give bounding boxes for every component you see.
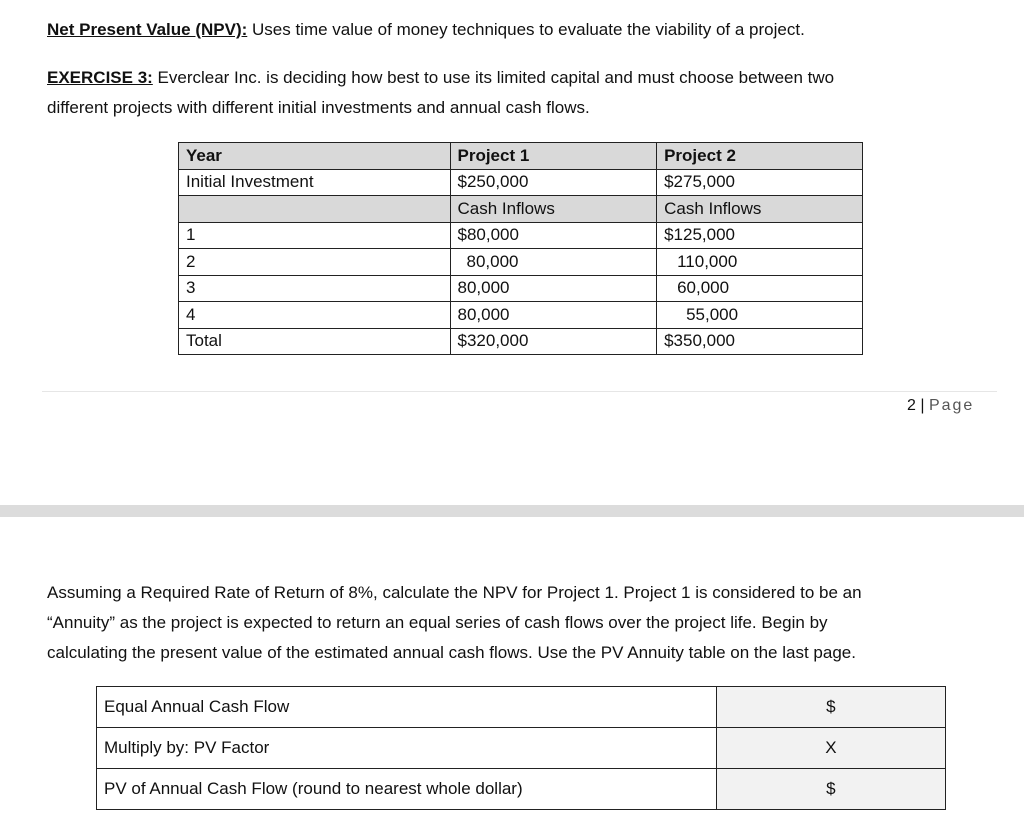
table-row (179, 275, 863, 302)
year-cell: 4 (179, 302, 451, 329)
npv-def-text: Uses time value of money techniques to evaluate the viability of a project. (247, 20, 805, 39)
page-break-gap (0, 505, 1024, 517)
year-cell: 3 (179, 275, 451, 302)
table-row (179, 222, 863, 249)
pv-row-result (97, 769, 946, 810)
year-cell: 2 (179, 249, 451, 276)
pv-calculation-table (96, 686, 946, 810)
total-label: Total (179, 328, 451, 355)
project-1-cell: 80,000 (450, 275, 657, 302)
subheader-project-1: Cash Inflows (450, 196, 657, 223)
page-num-value: 2 (907, 397, 916, 414)
page-word: Page (928, 397, 975, 414)
question-line-2: “Annuity” as the project is expected to return an equal series of cash flows over the project life. Begin by (47, 613, 828, 632)
project-1-cell: $80,000 (450, 222, 657, 249)
project-2-cell: $125,000 (657, 222, 863, 249)
pv-row-factor (97, 728, 946, 769)
total-row (179, 328, 863, 355)
table-row (179, 249, 863, 276)
exercise-text-1: Everclear Inc. is deciding how best to use its limited capital and must choose between two (152, 68, 835, 87)
project-1-cell: 80,000 (450, 302, 657, 329)
total-project-1: $320,000 (450, 328, 657, 355)
pv-input-cash-flow[interactable]: $ (716, 687, 945, 728)
project-2-cell: 55,000 (657, 302, 863, 329)
subheader-blank (179, 196, 451, 223)
subheader-project-2: Cash Inflows (657, 196, 863, 223)
year-cell: 1 (179, 222, 451, 249)
exercise-line-2: different projects with different initial investments and annual cash flows. (47, 98, 590, 117)
table-row (179, 302, 863, 329)
pv-input-result[interactable]: $ (716, 769, 945, 810)
pv-label-result: PV of Annual Cash Flow (round to nearest whole dollar) (97, 769, 717, 810)
project-2-cell: 110,000 (657, 249, 863, 276)
page-number (907, 397, 974, 415)
initial-investment-row (179, 169, 863, 196)
question-line-1: Assuming a Required Rate of Return of 8%, calculate the NPV for Project 1. Project 1 is considered to be an (47, 583, 862, 602)
page-sep: | (915, 397, 929, 414)
pv-input-factor[interactable]: X (716, 728, 945, 769)
header-project-2: Project 2 (657, 143, 863, 170)
header-project-1: Project 1 (450, 143, 657, 170)
exercise-line-1 (47, 68, 834, 88)
pv-label-factor: Multiply by: PV Factor (97, 728, 717, 769)
npv-definition (47, 20, 805, 40)
initial-project-2: $275,000 (657, 169, 863, 196)
page-divider (42, 391, 997, 392)
table-header-row (179, 143, 863, 170)
question-line-3: calculating the present value of the estimated annual cash flows. Use the PV Annuity table on the last page. (47, 643, 856, 662)
cash-flow-table (178, 142, 863, 355)
initial-project-1: $250,000 (450, 169, 657, 196)
pv-row-cash-flow (97, 687, 946, 728)
cash-inflows-header-row (179, 196, 863, 223)
total-project-2: $350,000 (657, 328, 863, 355)
exercise-label: EXERCISE 3: (47, 68, 153, 87)
npv-term: Net Present Value (NPV): (47, 20, 248, 39)
pv-label-cash-flow: Equal Annual Cash Flow (97, 687, 717, 728)
initial-label: Initial Investment (179, 169, 451, 196)
project-1-cell: 80,000 (450, 249, 657, 276)
header-year: Year (179, 143, 451, 170)
project-2-cell: 60,000 (657, 275, 863, 302)
